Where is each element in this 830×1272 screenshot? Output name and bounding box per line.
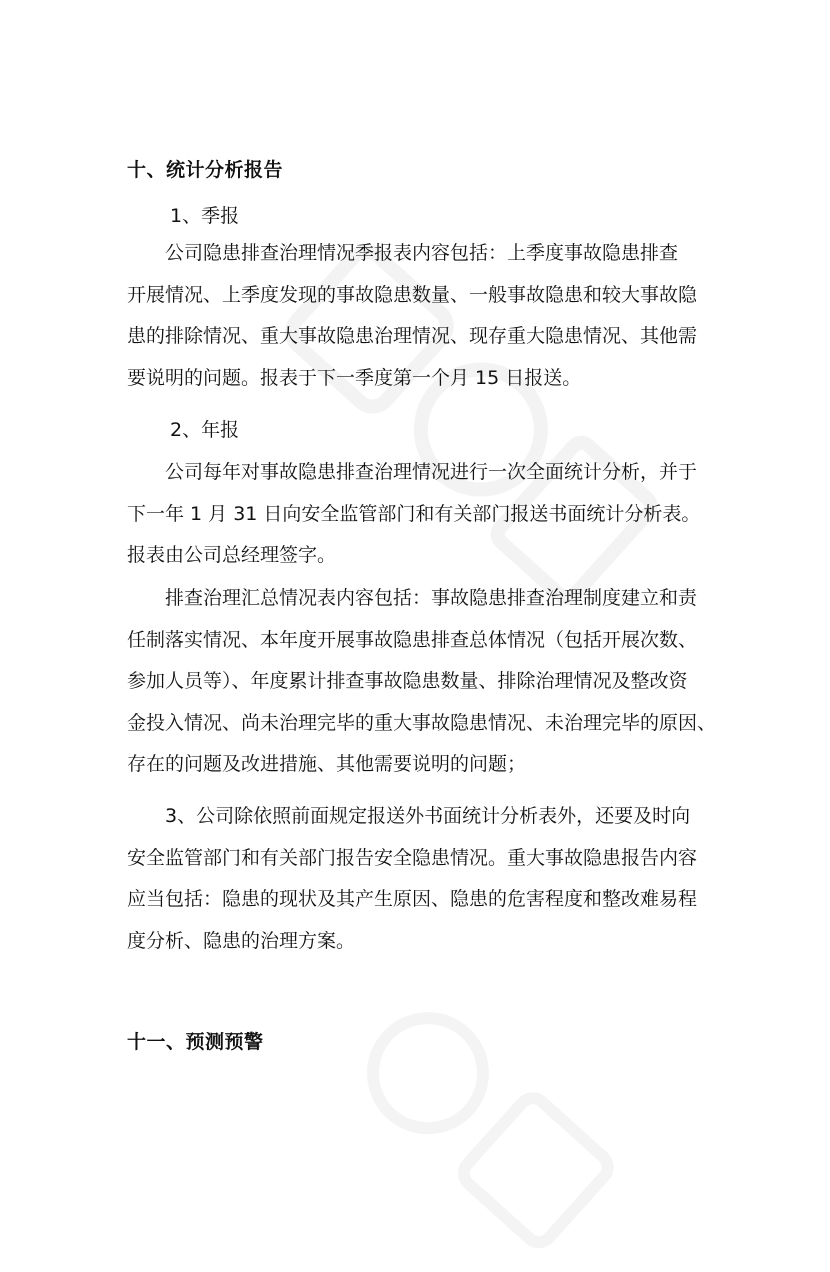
paragraph-quarterly bbox=[127, 233, 717, 399]
text-line: 任制落实情况、本年度开展事故隐患排查总体情况（包括开展次数、 bbox=[127, 628, 698, 651]
text-line: 公司每年对事故隐患排查治理情况进行一次全面统计分析，并于 bbox=[165, 461, 698, 483]
section-10-heading: 十、统计分析报告 bbox=[127, 159, 284, 181]
text-line: 下一年 1 月 31 日向安全监管部门和有关部门报送书面统计分析表。 bbox=[127, 502, 701, 525]
paragraph-annual bbox=[127, 452, 717, 577]
paragraph-reporting bbox=[127, 796, 717, 962]
text-line: 安全监管部门和有关部门报告安全隐患情况。重大事故隐患报告内容 bbox=[127, 846, 698, 869]
text-line: 公司隐患排查治理情况季报表内容包括：上季度事故隐患排查 bbox=[165, 242, 679, 264]
text-line: 存在的问题及改进措施、其他需要说明的问题； bbox=[127, 753, 527, 775]
paragraph-summary-table bbox=[127, 578, 717, 786]
text-line: 3、公司除依照前面规定报送外书面统计分析表外，还要及时向 bbox=[165, 805, 691, 827]
text-line: 排查治理汇总情况表内容包括：事故隐患排查治理制度建立和责 bbox=[165, 587, 698, 609]
text-line: 应当包括：隐患的现状及其产生原因、隐患的危害程度和整改难易程 bbox=[127, 888, 698, 910]
subheading-annual: 2、年报 bbox=[170, 419, 240, 441]
section-11-heading: 十一、预测预警 bbox=[127, 1031, 264, 1053]
text-line: 开展情况、上季度发现的事故隐患数量、一般事故隐患和较大事故隐 bbox=[127, 283, 698, 306]
text-line: 报表由公司总经理签字。 bbox=[127, 544, 337, 566]
watermark-logo-2 bbox=[322, 968, 639, 1272]
text-line: 参加人员等）、年度累计排查事故隐患数量、排除治理情况及整改资 bbox=[127, 670, 688, 692]
text-line: 金投入情况、尚未治理完毕的重大事故隐患情况、未治理完毕的原因、 bbox=[127, 711, 717, 734]
text-line: 要说明的问题。报表于下一季度第一个月 15 日报送。 bbox=[127, 366, 582, 389]
text-line: 度分析、隐患的治理方案。 bbox=[127, 929, 356, 952]
text-line: 患的排除情况、重大事故隐患治理情况、现存重大隐患情况、其他需 bbox=[127, 325, 698, 347]
subheading-quarterly: 1、季报 bbox=[170, 205, 240, 227]
